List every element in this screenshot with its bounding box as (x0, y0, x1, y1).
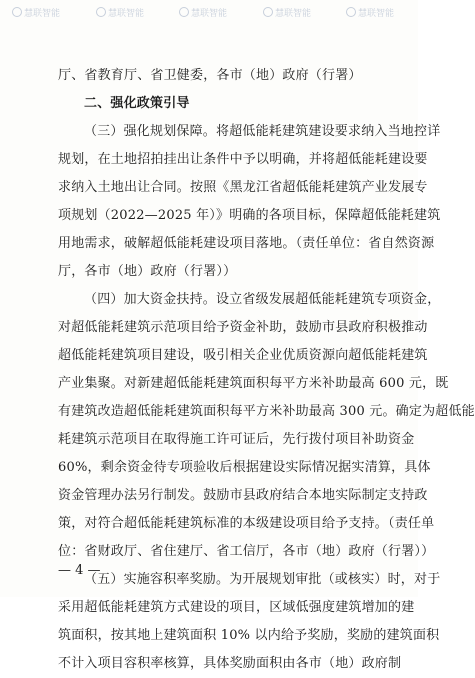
watermark-text: 慧联智能 (275, 9, 312, 19)
text-line: 不计入项目容积率核算，具体奖励面积由各市（地）政府制 (58, 656, 402, 671)
watermark-text: 慧联智能 (191, 9, 228, 19)
text-line: 求纳入土地出让合同。按照《黑龙江省超低能耗建筑产业发展专 (58, 180, 428, 195)
watermark-mark (96, 6, 144, 19)
text-line: 采用超低能耗建筑方式建设的项目，区域低强度建筑增加的建 (58, 600, 415, 615)
watermark-logo-icon (263, 7, 273, 17)
text-line: 对超低能耗建筑示范项目给予资金补助，鼓励市县政府积极推动 (58, 320, 428, 335)
watermark-logo-icon (96, 7, 106, 17)
page-number: — 4 — (58, 563, 101, 578)
watermark-mark (263, 6, 311, 19)
text-line: 用地需求，破解超低能耗建设项目落地。（责任单位：省自然资源 (58, 236, 435, 251)
watermark-mark (12, 6, 60, 19)
watermark-text: 慧联智能 (108, 9, 145, 19)
text-line: 项规划（2022—2025 年）》明确的各项目标，保障超低能耗建筑 (58, 208, 441, 223)
watermark-row (0, 6, 418, 24)
text-line: 资金管理办法另行制发。鼓励市县政府结合本地实际制定支持政 (58, 488, 428, 503)
text-line: （三）强化规划保障。将超低能耗建筑建设要求纳入当地控详 (84, 124, 441, 139)
text-line: 超低能耗建筑项目建设，吸引相关企业优质资源向超低能耗建筑 (58, 348, 428, 363)
watermark-mark (179, 6, 227, 19)
watermark-text: 慧联智能 (24, 9, 61, 19)
text-line: 60%，剩余资金待专项验收后根据建设实际情况据实清算，具体 (58, 460, 431, 475)
text-line: 厅、省教育厅、省卫健委，各市（地）政府（行署） (58, 68, 362, 83)
text-line: 策，对符合超低能耗建筑标准的本级建设项目给予支持。（责任单 (58, 516, 435, 531)
section-heading: 二、强化政策引导 (84, 96, 190, 111)
text-line: 产业集聚。对新建超低能耗建筑面积每平方米补助最高 600 元，既 (58, 376, 449, 391)
watermark-text: 慧联智能 (358, 9, 395, 19)
watermark-logo-icon (346, 7, 356, 17)
text-line: 规划，在土地招拍挂出让条件中予以明确，并将超低能耗建设要 (58, 152, 428, 167)
watermark-mark (346, 6, 394, 19)
text-line: 筑面积，按其地上建筑面积 10% 以内给予奖励，奖励的建筑面积 (58, 628, 440, 643)
watermark-logo-icon (179, 7, 189, 17)
text-line: 耗建筑示范项目在取得施工许可证后，先行拨付项目补助资金 (58, 432, 415, 447)
text-line: 厅，各市（地）政府（行署）） (58, 264, 237, 279)
document-body (58, 62, 475, 678)
text-line: 有建筑改造超低能耗建筑面积每平方米补助最高 300 元。确定为超低能 (58, 404, 475, 419)
text-line: （四）加大资金扶持。设立省级发展超低能耗建筑专项资金， (84, 292, 441, 307)
text-line: 位：省财政厅、省住建厅、省工信厅，各市（地）政府（行署）） (58, 544, 435, 559)
watermark-logo-icon (12, 7, 22, 17)
text-line: （五）实施容积率奖励。为开展规划审批（或核实）时，对于 (84, 572, 441, 587)
